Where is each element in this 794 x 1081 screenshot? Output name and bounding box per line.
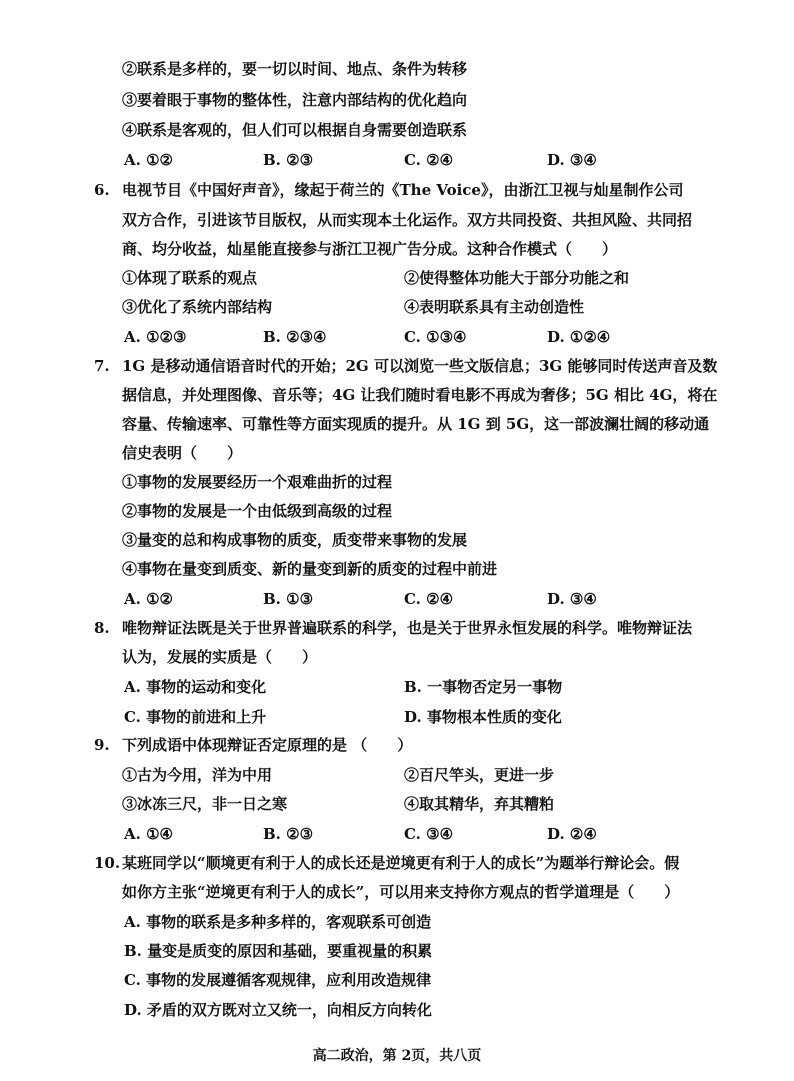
statement: ③量变的总和构成事物的质变，质变带来事物的发展 xyxy=(122,531,468,549)
option-a: A. ①② xyxy=(124,590,173,608)
question-number: 8. xyxy=(94,619,110,637)
statement: ②联系是多样的，要一切以时间、地点、条件为转移 xyxy=(122,60,468,78)
statement: ③冰冻三尺，非一日之寒 xyxy=(122,795,288,813)
option-b: B. 一事物否定另一事物 xyxy=(404,678,563,696)
question-text: 双方合作，引进该节目版权，从而实现本土化运作。双方共同投资、共担风险、共同招 xyxy=(122,211,693,229)
question-number: 10. xyxy=(94,854,121,872)
statement: ④表明联系具有主动创造性 xyxy=(404,298,585,316)
question-text: 认为，发展的实质是（ ） xyxy=(122,648,318,666)
statement: ①体现了联系的观点 xyxy=(122,269,258,287)
option-d: D. ①②④ xyxy=(547,328,611,346)
option-b: B. ①③ xyxy=(263,590,314,608)
option-b: B. ②③ xyxy=(263,151,314,169)
statement: ①古为今用，洋为中用 xyxy=(122,766,273,784)
option-c: C. ②④ xyxy=(404,590,454,608)
option-c: C. ①③④ xyxy=(404,328,467,346)
option-b: B. 量变是质变的原因和基础，要重视量的积累 xyxy=(124,942,433,960)
question-text: 据信息，并处理图像、音乐等；4G 让我们随时看电影不再成为奢侈；5G 相比 4G，将在 xyxy=(122,386,718,404)
option-a: A. ①②③ xyxy=(124,328,187,346)
option-c: C. 事物的前进和上升 xyxy=(124,708,267,726)
option-d: D. ③④ xyxy=(547,151,597,169)
statement: ④联系是客观的，但人们可以根据自身需要创造联系 xyxy=(122,121,468,139)
option-b: B. ②③ xyxy=(263,825,314,843)
question-number: 7. xyxy=(94,357,110,375)
question-text: 1G 是移动通信语音时代的开始；2G 可以浏览一些文版信息；3G 能够同时传送声音及数 xyxy=(122,357,718,375)
statement: ④事物在量变到质变、新的量变到新的质变的过程中前进 xyxy=(122,560,498,578)
option-a: A. ①④ xyxy=(124,825,173,843)
question-text: 容量、传输速率、可靠性等方面实现质的提升。从 1G 到 5G，这一部波澜壮阔的移动通 xyxy=(122,415,710,433)
statement: ②百尺竿头，更进一步 xyxy=(404,766,555,784)
question-text: 如你方主张“逆境更有利于人的成长”，可以用来支持你方观点的哲学道理是（ ） xyxy=(122,883,680,901)
question-text: 信史表明（ ） xyxy=(122,444,243,462)
option-a: A. 事物的运动和变化 xyxy=(124,678,267,696)
question-text: 商、均分收益，灿星能直接参与浙江卫视广告分成。这种合作模式（ ） xyxy=(122,240,618,258)
option-d: D. 矛盾的双方既对立又统一，向相反方向转化 xyxy=(124,1001,432,1019)
option-d: D. ②④ xyxy=(547,825,597,843)
page-footer: 高二政治，第 2页，共八页 xyxy=(312,1048,482,1064)
option-c: C. ③④ xyxy=(404,825,454,843)
option-c: C. 事物的发展遵循客观规律，应利用改造规律 xyxy=(124,971,432,989)
statement: ②使得整体功能大于部分功能之和 xyxy=(404,269,630,287)
option-d: D. 事物根本性质的变化 xyxy=(404,708,562,726)
question-number: 9. xyxy=(94,736,110,754)
question-text: 唯物辩证法既是关于世界普遍联系的科学，也是关于世界永恒发展的科学。唯物辩证法 xyxy=(122,619,693,637)
option-b: B. ②③④ xyxy=(263,328,327,346)
option-a: A. ①② xyxy=(124,151,173,169)
statement: ④取其精华，弃其糟粕 xyxy=(404,795,555,813)
statement: ③优化了系统内部结构 xyxy=(122,298,273,316)
statement: ①事物的发展要经历一个艰难曲折的过程 xyxy=(122,473,393,491)
option-c: C. ②④ xyxy=(404,151,454,169)
question-text: 电视节目《中国好声音》，缘起于荷兰的《The Voice》，由浙江卫视与灿星制作公司 xyxy=(122,181,684,199)
question-text: 某班同学以“顺境更有利于人的成长还是逆境更有利于人的成长”为题举行辩论会。假 xyxy=(122,854,680,872)
question-text: 下列成语中体现辩证否定原理的是 （ ） xyxy=(122,736,413,754)
option-d: D. ③④ xyxy=(547,590,597,608)
option-a: A. 事物的联系是多种多样的，客观联系可创造 xyxy=(124,913,432,931)
statement: ②事物的发展是一个由低级到高级的过程 xyxy=(122,502,393,520)
statement: ③要着眼于事物的整体性，注意内部结构的优化趋向 xyxy=(122,91,468,109)
question-number: 6. xyxy=(94,181,110,199)
